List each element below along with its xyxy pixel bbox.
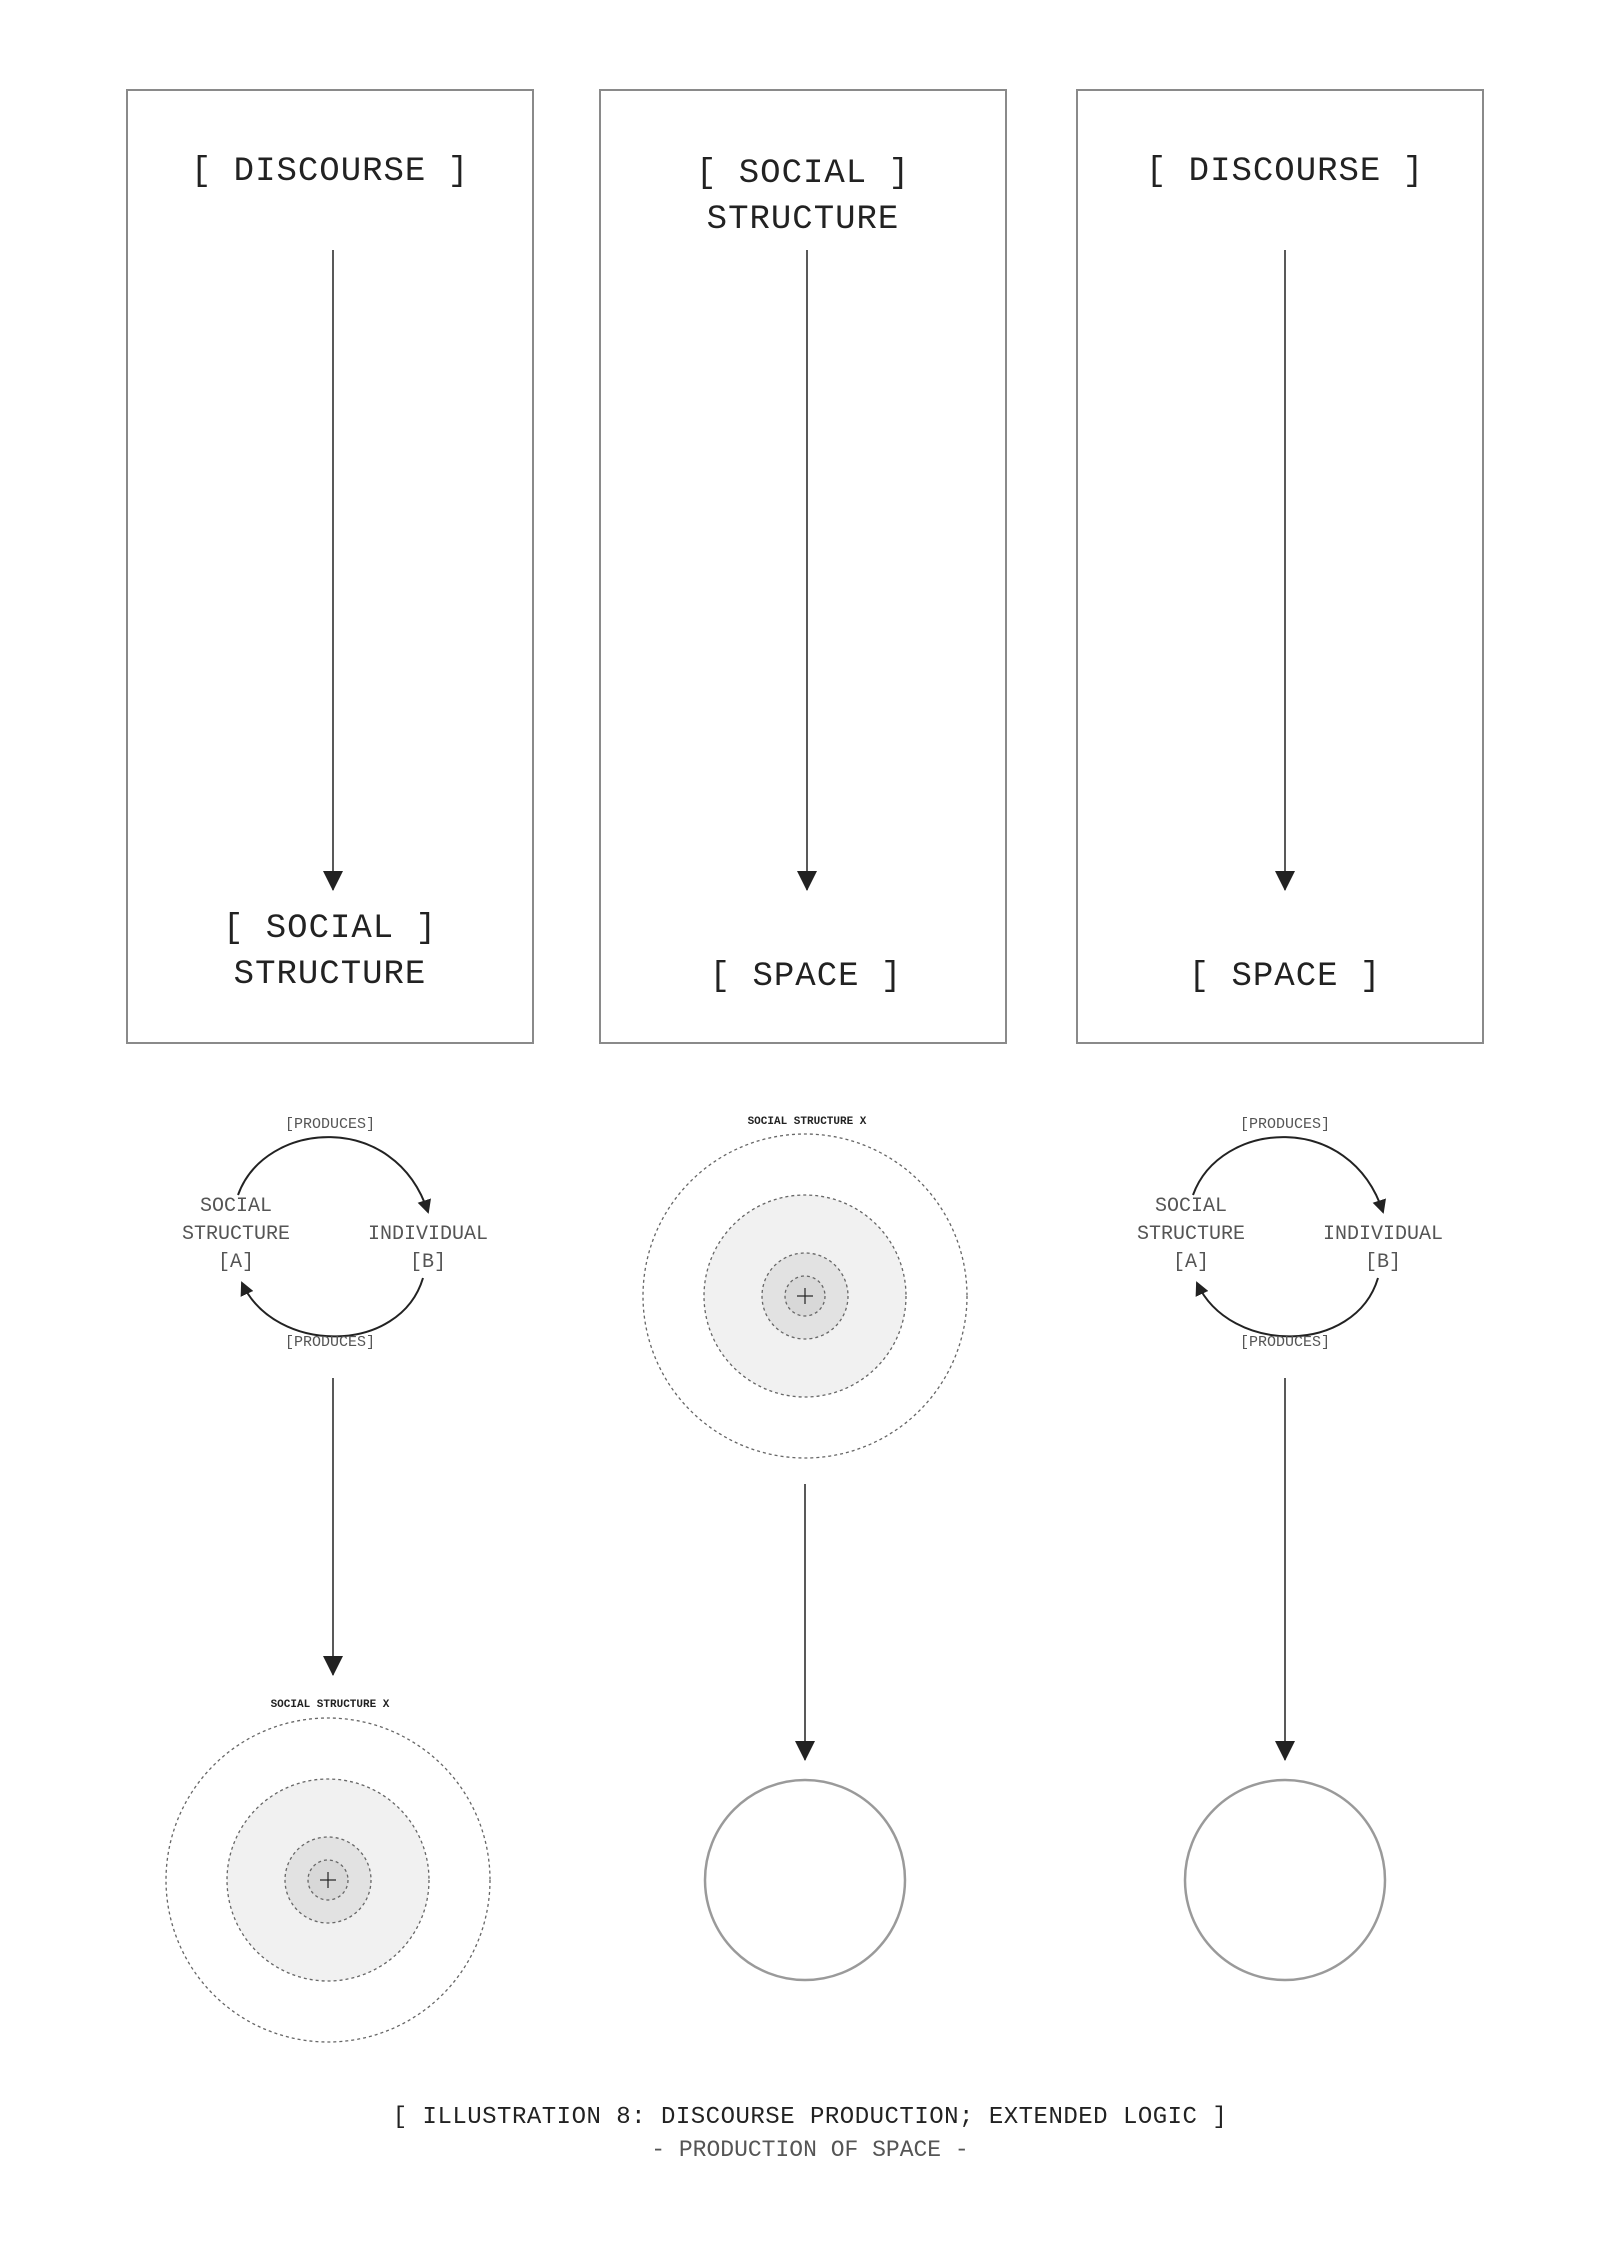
- panel-1-frame: [127, 90, 533, 1043]
- cycle-3-right-line-1: INDIVIDUAL: [1322, 1223, 1444, 1246]
- cycle-3: [1137, 1116, 1443, 1351]
- cycle-1: [182, 1116, 488, 1351]
- column-1-lower-arrowhead: [323, 1656, 343, 1676]
- panel-2-top-label-line-2: STRUCTURE: [706, 201, 900, 239]
- cycle-1-produces-top: [PRODUCES]: [284, 1116, 376, 1133]
- cycle-1-left-line-3: [A]: [217, 1251, 255, 1274]
- panel-2: [600, 90, 1006, 1043]
- panel-1: [127, 90, 533, 1043]
- cycle-3-left-line-2: STRUCTURE: [1136, 1223, 1246, 1246]
- social-structure-x-1-title: SOCIAL STRUCTURE X: [270, 1699, 390, 1711]
- panel-3-top-label: [ DISCOURSE ]: [1145, 153, 1425, 191]
- column-2-lower-arrowhead: [795, 1741, 815, 1761]
- panel-1-bottom-label-line-1: [ SOCIAL ]: [222, 910, 438, 948]
- panel-3: [1077, 90, 1483, 1043]
- cycle-3-left-line-3: [A]: [1172, 1251, 1210, 1274]
- social-structure-x-2: [643, 1116, 967, 1458]
- cycle-1-right-line-1: INDIVIDUAL: [367, 1223, 489, 1246]
- column-3-lower-arrowhead: [1275, 1741, 1295, 1761]
- panel-1-top-label: [ DISCOURSE ]: [190, 153, 470, 191]
- cycle-3-right-line-2: [B]: [1364, 1251, 1402, 1274]
- panel-3-frame: [1077, 90, 1483, 1043]
- panel-2-bottom-label: [ SPACE ]: [709, 958, 903, 996]
- cycle-3-produces-bottom: [PRODUCES]: [1239, 1334, 1331, 1351]
- cycle-3-bottom-arrow: [1197, 1278, 1378, 1336]
- caption-title: [ ILLUSTRATION 8: DISCOURSE PRODUCTION; EXTENDED LOGIC ]: [392, 2104, 1228, 2131]
- panel-2-arrowhead: [797, 871, 817, 891]
- social-structure-x-2-title: SOCIAL STRUCTURE X: [747, 1116, 867, 1128]
- cycle-1-bottom-arrow: [242, 1278, 423, 1336]
- panel-1-arrowhead: [323, 871, 343, 891]
- column-3-space-circle: [1185, 1780, 1385, 1980]
- social-structure-x-1: [166, 1699, 490, 2042]
- column-2-space-circle: [705, 1780, 905, 1980]
- panel-3-arrowhead: [1275, 871, 1295, 891]
- cycle-1-left-line-1: SOCIAL: [199, 1195, 273, 1218]
- cycle-1-left-line-2: STRUCTURE: [181, 1223, 291, 1246]
- cycle-1-produces-bottom: [PRODUCES]: [284, 1334, 376, 1351]
- caption-subtitle: - PRODUCTION OF SPACE -: [651, 2137, 969, 2163]
- panel-1-bottom-label-line-2: STRUCTURE: [233, 956, 427, 994]
- cycle-1-right-line-2: [B]: [409, 1251, 447, 1274]
- panel-3-bottom-label: [ SPACE ]: [1188, 958, 1382, 996]
- cycle-3-left-line-1: SOCIAL: [1154, 1195, 1228, 1218]
- panel-2-top-label-line-1: [ SOCIAL ]: [695, 155, 911, 193]
- cycle-3-produces-top: [PRODUCES]: [1239, 1116, 1331, 1133]
